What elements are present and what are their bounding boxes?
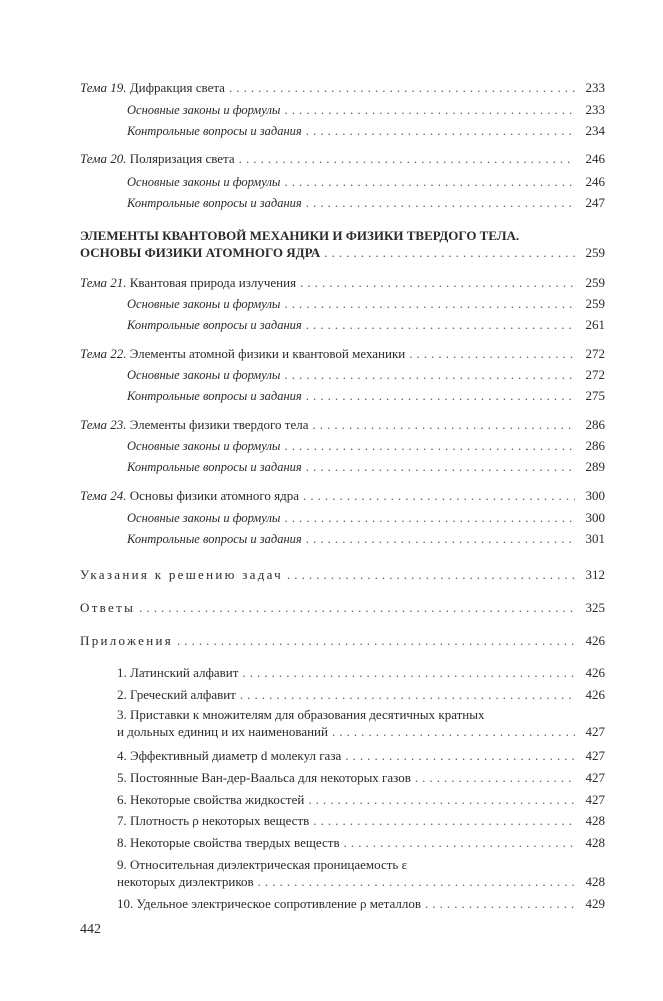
entry-page-number: 246	[585, 151, 605, 166]
entry-title-text: 5. Постоянные Ван-дер-Ваальса для некоторых газов	[117, 770, 411, 785]
entry-title-text: 10. Удельное электрическое сопротивление ρ металлов	[117, 896, 422, 911]
toc-entry[interactable]	[80, 417, 605, 433]
dot-leader	[303, 488, 575, 504]
toc-entry[interactable]	[117, 835, 605, 851]
entry-title-text: Контрольные вопросы и задания	[127, 389, 302, 403]
entry-page-number: 426	[585, 687, 605, 702]
toc-entry-title	[127, 367, 280, 383]
dot-leader	[345, 748, 575, 764]
toc-entry[interactable]	[80, 80, 605, 96]
entry-title-text: Контрольные вопросы и задания	[127, 460, 302, 474]
toc-entry[interactable]	[80, 346, 605, 362]
topic-number: Тема 23.	[80, 417, 127, 432]
entry-page-number: 289	[585, 459, 605, 474]
toc-entry[interactable]	[127, 123, 605, 139]
toc-entry-title	[117, 792, 304, 808]
toc-entry-title	[117, 896, 421, 912]
toc-entry-title	[127, 102, 280, 118]
entry-title-text: 2. Греческий алфавит	[117, 687, 236, 702]
toc-entry-title	[127, 510, 280, 526]
entry-page-number: 259	[585, 245, 605, 260]
toc-entry-title	[127, 296, 280, 312]
topic-number: Тема 20.	[80, 151, 127, 166]
toc-entry[interactable]	[117, 665, 605, 681]
entry-page-number: 427	[585, 724, 605, 739]
entry-page-number: 426	[585, 665, 605, 680]
dot-leader	[306, 531, 575, 547]
entry-title-text: Основные законы и формулы	[127, 175, 281, 189]
toc-entry-title	[80, 151, 235, 167]
entry-page-number: 272	[585, 346, 605, 361]
entry-page-number: 427	[585, 770, 605, 785]
toc-entry[interactable]	[127, 195, 605, 211]
entry-page-number: 428	[585, 874, 605, 889]
dot-leader	[415, 770, 575, 786]
dot-leader	[324, 245, 575, 261]
entry-page-number: 286	[585, 417, 605, 432]
entry-page-number: 275	[585, 388, 605, 403]
entry-page-number: 429	[585, 896, 605, 911]
entry-title-text: 1. Латинский алфавит	[117, 665, 239, 680]
toc-entry-title	[127, 388, 302, 404]
dot-leader	[284, 367, 575, 383]
dot-leader	[229, 80, 575, 96]
toc-entry[interactable]	[117, 748, 605, 764]
toc-entry[interactable]	[80, 633, 605, 649]
entry-title-text: Контрольные вопросы и задания	[127, 532, 302, 546]
toc-entry[interactable]	[117, 874, 605, 890]
toc-entry-title	[80, 245, 320, 261]
entry-page-number: 312	[585, 567, 605, 582]
toc-entry[interactable]	[117, 770, 605, 786]
entry-title-text: Ответы	[80, 600, 136, 615]
toc-entry-title	[117, 665, 238, 681]
toc-entry[interactable]	[117, 687, 605, 703]
entry-title-text: Основные законы и формулы	[127, 103, 281, 117]
toc-entry-first-line: 3. Приставки к множителям для образования десятичных кратных	[117, 707, 485, 722]
entry-title-text: Элементы физики твердого тела	[129, 417, 309, 432]
entry-page-number: 426	[585, 633, 605, 648]
toc-entry-title	[127, 195, 302, 211]
toc-entry-title	[117, 724, 328, 740]
dot-leader	[284, 102, 575, 118]
toc-entry[interactable]	[127, 174, 605, 190]
entry-page-number: 247	[585, 195, 605, 210]
toc-entry[interactable]	[80, 151, 605, 167]
entry-title-text: Основные законы и формулы	[127, 511, 281, 525]
topic-number: Тема 19.	[80, 80, 127, 95]
toc-entry[interactable]	[117, 724, 605, 740]
toc-entry[interactable]	[80, 567, 605, 583]
entry-title-text: 6. Некоторые свойства жидкостей	[117, 792, 305, 807]
entry-title-text: Элементы атомной физики и квантовой механики	[129, 346, 406, 361]
toc-entry-title	[127, 531, 302, 547]
toc-entry-title	[117, 835, 340, 851]
toc-entry-title	[80, 567, 283, 583]
entry-title-text: 8. Некоторые свойства твердых веществ	[117, 835, 340, 850]
dot-leader	[306, 388, 575, 404]
entry-page-number: 427	[585, 792, 605, 807]
toc-entry[interactable]	[127, 102, 605, 118]
toc-entry-title	[80, 600, 135, 616]
toc-entry-title	[80, 80, 225, 96]
entry-page-number: 234	[585, 123, 605, 138]
entry-title-text: Контрольные вопросы и задания	[127, 318, 302, 332]
toc-entry[interactable]	[80, 488, 605, 504]
dot-leader	[332, 724, 575, 740]
entry-title-text: Контрольные вопросы и задания	[127, 196, 302, 210]
entry-title-text: 4. Эффективный диаметр d молекул газа	[117, 748, 342, 763]
toc-entry[interactable]	[80, 245, 605, 261]
dot-leader	[284, 438, 575, 454]
entry-page-number: 261	[585, 317, 605, 332]
toc-entry[interactable]	[127, 388, 605, 404]
toc-entry[interactable]	[117, 813, 605, 829]
entry-title-text: Указания к решению задач	[80, 567, 283, 582]
entry-title-text: Основные законы и формулы	[127, 439, 281, 453]
dot-leader	[240, 687, 575, 703]
entry-page-number: 259	[585, 275, 605, 290]
toc-entry-title	[117, 874, 254, 890]
dot-leader	[425, 896, 575, 912]
entry-title-text: ОСНОВЫ ФИЗИКИ АТОМНОГО ЯДРА	[80, 245, 321, 260]
topic-number: Тема 21.	[80, 275, 127, 290]
entry-page-number: 286	[585, 438, 605, 453]
dot-leader	[239, 151, 575, 167]
toc-entry[interactable]	[127, 296, 605, 312]
topic-number: Тема 24.	[80, 488, 127, 503]
toc-entry[interactable]	[127, 531, 605, 547]
entry-page-number: 272	[585, 367, 605, 382]
dot-leader	[284, 296, 575, 312]
toc-entry[interactable]	[80, 600, 605, 616]
toc-entry-title	[117, 687, 236, 703]
dot-leader	[287, 567, 575, 583]
entry-page-number: 300	[585, 510, 605, 525]
dot-leader	[409, 346, 575, 362]
entry-page-number: 233	[585, 102, 605, 117]
toc-entry[interactable]	[127, 367, 605, 383]
dot-leader	[300, 275, 575, 291]
page-number: 442	[80, 922, 101, 937]
toc-entry[interactable]	[117, 896, 605, 912]
toc-entry-title	[127, 438, 280, 454]
entry-page-number: 301	[585, 531, 605, 546]
entry-title-text: Поляризация света	[129, 151, 235, 166]
toc-entry-title	[80, 346, 405, 362]
toc-entry-title	[127, 174, 280, 190]
toc-entry[interactable]	[127, 459, 605, 475]
entry-title-text: Основные законы и формулы	[127, 297, 281, 311]
entry-page-number: 246	[585, 174, 605, 189]
dot-leader	[308, 792, 575, 808]
dot-leader	[306, 317, 575, 333]
dot-leader	[258, 874, 575, 890]
toc-entry[interactable]	[127, 317, 605, 333]
toc-entry-title	[80, 275, 296, 291]
entry-title-text: Приложения	[80, 633, 173, 648]
entry-title-text: Контрольные вопросы и задания	[127, 124, 302, 138]
toc-entry-title	[117, 813, 309, 829]
toc-entry-title	[117, 770, 411, 786]
toc-entry-title	[127, 123, 302, 139]
entry-page-number: 427	[585, 748, 605, 763]
dot-leader	[177, 633, 575, 649]
entry-page-number: 428	[585, 835, 605, 850]
toc-entry[interactable]	[127, 438, 605, 454]
entry-title-text: Дифракция света	[129, 80, 225, 95]
toc-entry-title	[80, 633, 173, 649]
dot-leader	[284, 174, 575, 190]
topic-number: Тема 22.	[80, 346, 127, 361]
entry-title-text: некоторых диэлектриков	[117, 874, 254, 889]
toc-entry-title	[127, 459, 302, 475]
entry-page-number: 428	[585, 813, 605, 828]
entry-title-text: Основные законы и формулы	[127, 368, 281, 382]
entry-page-number: 300	[585, 488, 605, 503]
dot-leader	[313, 813, 575, 829]
toc-entry-title	[80, 488, 299, 504]
entry-title-text: 7. Плотность ρ некоторых веществ	[117, 813, 310, 828]
dot-leader	[312, 417, 575, 433]
dot-leader	[284, 510, 575, 526]
entry-title-text: Квантовая природа излучения	[129, 275, 297, 290]
toc-entry-title	[127, 317, 302, 333]
toc-entry-title	[117, 748, 341, 764]
dot-leader	[139, 600, 575, 616]
entry-page-number: 233	[585, 80, 605, 95]
dot-leader	[306, 459, 575, 475]
dot-leader	[306, 195, 575, 211]
toc-entry[interactable]	[117, 792, 605, 808]
entry-title-text: Основы физики атомного ядра	[129, 488, 300, 503]
toc-entry[interactable]	[127, 510, 605, 526]
toc-entry-title	[80, 417, 308, 433]
dot-leader	[242, 665, 575, 681]
dot-leader	[344, 835, 575, 851]
dot-leader	[306, 123, 575, 139]
entry-page-number: 259	[585, 296, 605, 311]
toc-entry-first-line: ЭЛЕМЕНТЫ КВАНТОВОЙ МЕХАНИКИ И ФИЗИКИ ТВЕРДОГО ТЕЛА.	[80, 228, 520, 243]
toc-entry[interactable]	[80, 275, 605, 291]
entry-title-text: и дольных единиц и их наименований	[117, 724, 328, 739]
entry-page-number: 325	[585, 600, 605, 615]
toc-entry-first-line: 9. Относительная диэлектрическая проницаемость ε	[117, 857, 408, 872]
